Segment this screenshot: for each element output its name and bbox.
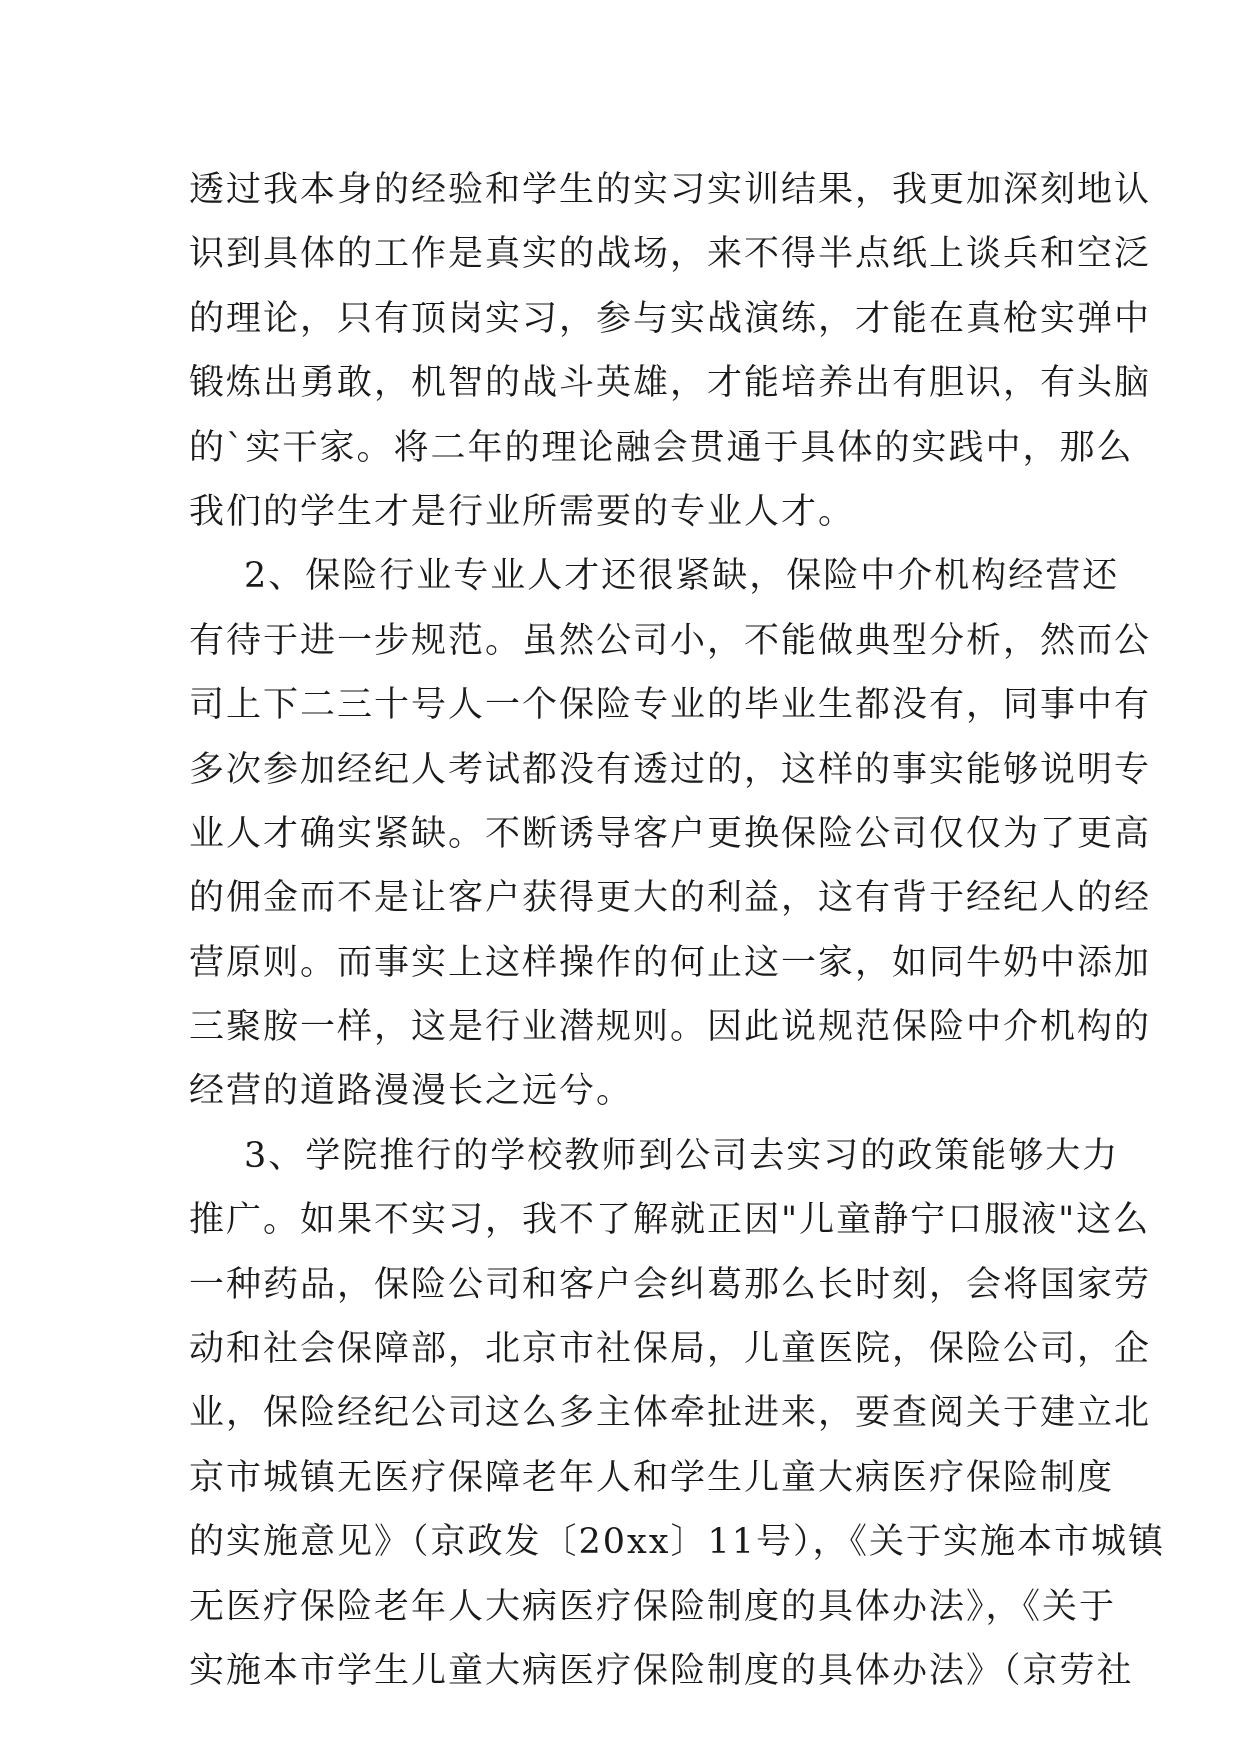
text-line: 的实施意见》（京政发〔20xx〕11号），《关于实施本市城镇 [189,1522,1166,1563]
text-line: 京市城镇无医疗保障老年人和学生儿童大病医疗保险制度 [189,1457,1115,1498]
text-line: 实施本市学生儿童大病医疗保险制度的具体办法》（京劳社 [189,1650,1134,1691]
text-line: 业，保险经纪公司这么多主体牵扯进来，要查阅关于建立北 [189,1393,1152,1434]
text-line: 有待于进一步规范。虽然公司小，不能做典型分析，然而公 [189,620,1152,661]
text-line: 3、学院推行的学校教师到公司去实习的政策能够大力 [244,1135,1120,1176]
text-line: 业人才确实紧缺。不断诱导客户更换保险公司仅仅为了更高 [189,813,1152,854]
text-line: 动和社会保障部，北京市社保局，儿童医院，保险公司，企 [189,1329,1152,1370]
text-line: 我们的学生才是行业所需要的专业人才。 [189,491,856,532]
text-line: 的`实干家。将二年的理论融会贯通于具体的实践中，那么 [189,427,1134,468]
text-line: 的佣金而不是让客户获得更大的利益，这有背于经纪人的经 [189,878,1152,919]
paragraph-3 [189,1124,1166,1704]
text-line: 的理论，只有顶岗实习，参与实战演练，才能在真枪实弹中 [189,298,1152,339]
text-line: 多次参加经纪人考试都没有透过的，这样的事实能够说明专 [189,749,1152,790]
text-line: 透过我本身的经验和学生的实习实训结果，我更加深刻地认 [189,170,1152,210]
text-line: 无医疗保险老年人大病医疗保险制度的具体办法》，《关于 [189,1586,1117,1627]
text-line: 营原则。而事实上这样操作的何止这一家，如同牛奶中添加 [189,942,1152,983]
text-line: 三聚胺一样，这是行业潜规则。因此说规范保险中介机构的 [189,1007,1152,1048]
text-line: 推广。如果不实习，我不了解就正因"儿童静宁口服液"这么 [189,1200,1151,1241]
text-line: 经营的道路漫漫长之远兮。 [189,1071,634,1112]
text-line: 锻炼出勇敢，机智的战斗英雄，才能培养出有胆识，有头脑 [189,363,1152,404]
text-line: 一种药品，保险公司和客户会纠葛那么长时刻，会将国家劳 [189,1264,1152,1305]
paragraph-1 [189,158,1152,544]
document-body [189,158,1166,1703]
text-line: 2、保险行业专业人才还很紧缺，保险中介机构经营还 [244,556,1120,597]
paragraph-2 [189,544,1152,1124]
text-line: 司上下二三十号人一个保险专业的毕业生都没有，同事中有 [189,685,1152,726]
text-line: 识到具体的工作是真实的战场，来不得半点纸上谈兵和空泛 [189,234,1152,275]
